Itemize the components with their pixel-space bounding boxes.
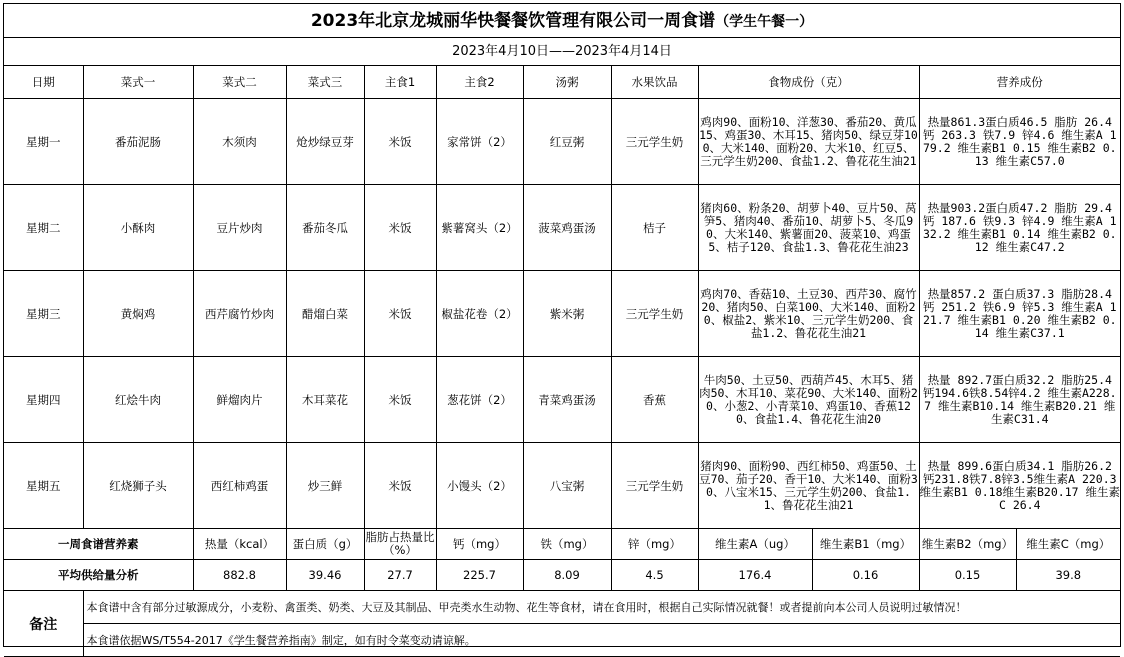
day-label: 星期三 [4, 271, 83, 357]
nutrient-header: 热量（kcal） [193, 529, 286, 560]
header-staple1: 主食1 [364, 66, 436, 99]
dish2-cell: 木须肉 [193, 99, 286, 185]
nutrient-value: 0.16 [812, 560, 919, 591]
nutrient-value: 8.09 [523, 560, 611, 591]
header-dish1: 菜式一 [83, 66, 193, 99]
menu-sheet [3, 3, 1121, 647]
header-soup: 汤粥 [523, 66, 611, 99]
nutrient-value: 225.7 [436, 560, 523, 591]
nutrient-header: 维生素A（ug） [698, 529, 812, 560]
summary-label-nutrients: 一周食谱营养素 [4, 529, 193, 560]
nutrient-header: 维生素C（mg） [1016, 529, 1120, 560]
nutrition-cell: 热量 899.6蛋白质34.1 脂肪26.2 钙231.8铁7.8锌3.5维生素A 220.3 维生素B1 0.18维生素B20.17 维生素C 26.4 [919, 443, 1120, 529]
summary-label-analysis: 平均供给量分析 [4, 560, 193, 591]
soup-cell: 八宝粥 [523, 443, 611, 529]
nutrient-value: 39.8 [1016, 560, 1120, 591]
day-label: 星期四 [4, 357, 83, 443]
menu-table [4, 66, 1120, 657]
day-label: 星期二 [4, 185, 83, 271]
nutrient-header: 维生素B1（mg） [812, 529, 919, 560]
staple2-cell: 葱花饼（2） [436, 357, 523, 443]
soup-cell: 菠菜鸡蛋汤 [523, 185, 611, 271]
nutrient-value: 882.8 [193, 560, 286, 591]
dish1-cell: 黄焖鸡 [83, 271, 193, 357]
title-text: 2023年北京龙城丽华快餐餐饮管理有限公司一周食谱 [310, 11, 716, 31]
dish3-cell: 番茄冬瓜 [286, 185, 364, 271]
fruit-cell: 香蕉 [611, 357, 698, 443]
day-row-tuesday [4, 185, 1120, 271]
fruit-cell: 三元学生奶 [611, 99, 698, 185]
ingredients-cell: 牛肉50、土豆50、西葫芦45、木耳5、猪肉50、木耳10、菜花90、大米140、面粉20、小葱2、小青菜10、鸡蛋10、香蕉120、食盐1.4、鲁花花生油20 [698, 357, 919, 443]
nutrition-cell: 热量861.3蛋白质46.5 脂肪 26.4 钙 263.3 铁7.9 锌4.6 维生素A 179.2 维生素B1 0.15 维生素B2 0.13 维生素C57.0 [919, 99, 1120, 185]
dish2-cell: 鲜熘肉片 [193, 357, 286, 443]
page-title [4, 4, 1120, 38]
header-nutrition: 营养成份 [919, 66, 1120, 99]
dish3-cell: 醋熘白菜 [286, 271, 364, 357]
fruit-cell: 三元学生奶 [611, 271, 698, 357]
nutrient-header: 维生素B2（mg） [919, 529, 1016, 560]
day-row-monday [4, 99, 1120, 185]
fruit-cell: 三元学生奶 [611, 443, 698, 529]
day-row-friday [4, 443, 1120, 529]
staple1-cell: 米饭 [364, 271, 436, 357]
date-range: 2023年4月10日——2023年4月14日 [4, 38, 1120, 66]
nutrient-header: 铁（mg） [523, 529, 611, 560]
header-dish2: 菜式二 [193, 66, 286, 99]
ingredients-cell: 猪肉60、粉条20、胡萝卜40、豆片50、莴笋5、猪肉40、番茄10、胡萝卜5、冬瓜90、大米140、紫薯面20、菠菜10、鸡蛋5、桔子120、食盐1.3、鲁花花生油23 [698, 185, 919, 271]
ingredients-cell: 鸡肉90、面粉10、洋葱30、番茄20、黄瓜15、鸡蛋30、木耳15、猪肉50、绿豆芽100、大米140、面粉20、大米10、红豆5、三元学生奶200、食盐1.2、鲁花花生油21 [698, 99, 919, 185]
staple1-cell: 米饭 [364, 357, 436, 443]
dish1-cell: 番茄泥肠 [83, 99, 193, 185]
note-standard: 本食谱依据WS/T554-2017《学生餐营养指南》制定，如有时令菜变动请谅解。 [83, 624, 1120, 657]
ingredients-cell: 猪肉90、面粉90、西红柿50、鸡蛋50、土豆70、茄子20、香干10、大米140、面粉30、八宝米15、三元学生奶200、食盐1.1、鲁花花生油21 [698, 443, 919, 529]
day-label: 星期一 [4, 99, 83, 185]
ingredients-cell: 鸡肉70、香菇10、土豆30、西芹30、腐竹20、猪肉50、白菜100、大米140、面粉20、椒盐2、紫米10、三元学生奶200、食盐1.2、鲁花花生油21 [698, 271, 919, 357]
header-staple2: 主食2 [436, 66, 523, 99]
nutrition-cell: 热量857.2 蛋白质37.3 脂肪28.4 钙 251.2 铁6.9 锌5.3 维生素A 121.7 维生素B1 0.20 维生素B2 0.14 维生素C37.1 [919, 271, 1120, 357]
day-row-thursday [4, 357, 1120, 443]
summary-value-row [4, 560, 1120, 591]
staple2-cell: 椒盐花卷（2） [436, 271, 523, 357]
dish1-cell: 红烧狮子头 [83, 443, 193, 529]
nutrient-header: 锌（mg） [611, 529, 698, 560]
header-ingredients: 食物成份（克） [698, 66, 919, 99]
nutrient-header: 钙（mg） [436, 529, 523, 560]
soup-cell: 红豆粥 [523, 99, 611, 185]
day-label: 星期五 [4, 443, 83, 529]
nutrition-cell: 热量903.2蛋白质47.2 脂肪 29.4 钙 187.6 铁9.3 锌4.9 维生素A 132.2 维生素B1 0.14 维生素B2 0.12 维生素C47.2 [919, 185, 1120, 271]
note-row-standard [4, 624, 1120, 657]
nutrient-value: 176.4 [698, 560, 812, 591]
dish3-cell: 炒三鲜 [286, 443, 364, 529]
staple2-cell: 紫薯窝头（2） [436, 185, 523, 271]
dish2-cell: 豆片炒肉 [193, 185, 286, 271]
dish3-cell: 炝炒绿豆芽 [286, 99, 364, 185]
dish1-cell: 红烩牛肉 [83, 357, 193, 443]
header-row [4, 66, 1120, 99]
dish3-cell: 木耳菜花 [286, 357, 364, 443]
nutrient-header: 蛋白质（g） [286, 529, 364, 560]
day-row-wednesday [4, 271, 1120, 357]
staple2-cell: 小馒头（2） [436, 443, 523, 529]
nutrient-value: 27.7 [364, 560, 436, 591]
nutrient-value: 4.5 [611, 560, 698, 591]
note-row-allergens [4, 591, 1120, 624]
staple1-cell: 米饭 [364, 443, 436, 529]
note-allergens: 本食谱中含有部分过敏源成分，小麦粉、禽蛋类、奶类、大豆及其制品、甲壳类水生动物、花生等食材，请在食用时，根据自己实际情况就餐！或者提前向本公司人员说明过敏情况！ [83, 591, 1120, 624]
staple1-cell: 米饭 [364, 185, 436, 271]
fruit-cell: 桔子 [611, 185, 698, 271]
dish2-cell: 西红柿鸡蛋 [193, 443, 286, 529]
dish2-cell: 西芹腐竹炒肉 [193, 271, 286, 357]
dish1-cell: 小酥肉 [83, 185, 193, 271]
staple1-cell: 米饭 [364, 99, 436, 185]
nutrient-value: 39.46 [286, 560, 364, 591]
header-date: 日期 [4, 66, 83, 99]
nutrient-header: 脂肪占热量比（%） [364, 529, 436, 560]
soup-cell: 紫米粥 [523, 271, 611, 357]
nutrition-cell: 热量 892.7蛋白质32.2 脂肪25.4 钙194.6铁8.54锌4.2 维生素A228.7 维生素B10.14 维生素B20.21 维生素C31.4 [919, 357, 1120, 443]
title-subtitle: （学生午餐一） [715, 14, 814, 30]
notes-label: 备注 [4, 591, 83, 657]
soup-cell: 青菜鸡蛋汤 [523, 357, 611, 443]
header-dish3: 菜式三 [286, 66, 364, 99]
nutrient-value: 0.15 [919, 560, 1016, 591]
header-fruit: 水果饮品 [611, 66, 698, 99]
summary-nutrient-row [4, 529, 1120, 560]
staple2-cell: 家常饼（2） [436, 99, 523, 185]
